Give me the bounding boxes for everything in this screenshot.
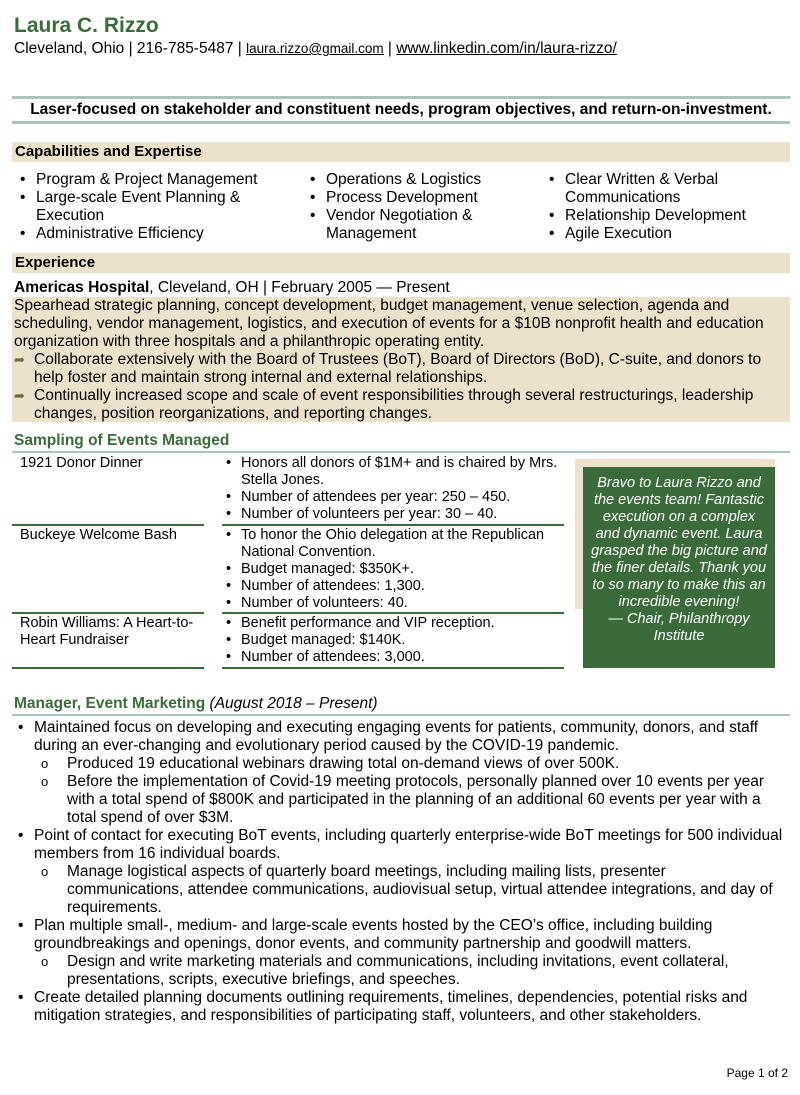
event-divider <box>12 667 204 669</box>
role-sub-bullets <box>34 863 786 917</box>
capability-item: • Agile Execution <box>543 225 768 243</box>
capability-item: • Administrative Efficiency <box>14 225 284 243</box>
capabilities-col-3 <box>543 171 768 243</box>
role-bullet-text: Point of contact for executing BoT events, including quarterly enterprise-wide BoT meetings for 500 individual members from 16 individual boards. <box>34 827 783 862</box>
capabilities-col-1 <box>14 171 284 243</box>
page-number: Page 1 of 2 <box>726 1066 788 1080</box>
role-bullet-text: Maintained focus on developing and executing engaging events for patients, community, donors, and staff during an ever-changing and evolutionary period caused by the COVID-19 pandemic. <box>34 719 759 754</box>
role-bullet-text: Create detailed planning documents outlining requirements, timelines, dependencies, potential risks and mitigation strategies, and responsibilities of participating staff, volunteers, and other stakeholders. <box>34 989 748 1024</box>
event-name: Buckeye Welcome Bash <box>20 527 177 543</box>
role-sub-bullets <box>34 755 786 827</box>
arrow-bullet-icon: ➦ <box>14 352 25 367</box>
tagline-rule-top <box>12 96 790 99</box>
event-name: 1921 Donor Dinner <box>20 455 143 471</box>
experience-highlight <box>14 387 784 423</box>
capability-item: • Relationship Development <box>543 207 768 225</box>
role-sub-bullets <box>34 953 786 989</box>
event-detail: • To honor the Ohio delegation at the Republican National Convention. <box>220 527 560 561</box>
event-divider <box>222 524 564 526</box>
event-divider <box>12 524 204 526</box>
event-detail: • Number of volunteers per year: 30 – 40. <box>220 506 560 523</box>
event-detail: • Number of attendees per year: 250 – 450. <box>220 489 560 506</box>
linkedin-link[interactable]: www.linkedin.com/in/laura-rizzo/ <box>396 40 617 57</box>
capability-item: • Operations & Logistics <box>304 171 524 189</box>
event-detail: • Honors all donors of $1M+ and is chaired by Mrs. Stella Jones. <box>220 455 560 489</box>
employer-details: , Cleveland, OH | February 2005 — Present <box>149 279 450 296</box>
event-detail: • Budget managed: $140K. <box>220 632 560 649</box>
event-name: Robin Williams: A Heart-to-Heart Fundraiser <box>20 615 194 648</box>
contact-separator: | <box>383 40 397 57</box>
event-details <box>220 615 560 666</box>
event-detail: • Number of attendees: 3,000. <box>220 649 560 666</box>
testimonial-attribution: — Chair, Philanthropy Institute <box>608 611 750 644</box>
capabilities-heading: Capabilities and Expertise <box>12 142 790 162</box>
role-bullet <box>14 719 786 827</box>
event-divider <box>222 612 564 614</box>
tagline-rule-bottom <box>12 121 790 124</box>
role-heading <box>14 695 378 713</box>
candidate-name: Laura C. Rizzo <box>14 14 159 37</box>
testimonial-box <box>583 467 775 668</box>
event-details <box>220 455 560 523</box>
role-rule <box>12 714 790 716</box>
contact-line <box>14 40 617 58</box>
email-link[interactable]: laura.rizzo@gmail.com <box>246 41 384 56</box>
role-bullet <box>14 827 786 917</box>
capability-item: • Large-scale Event Planning & Execution <box>14 189 284 225</box>
role-dates: (August 2018 – Present) <box>209 695 378 712</box>
event-detail: • Budget managed: $350K+. <box>220 561 560 578</box>
employer-line <box>14 279 450 297</box>
highlight-text: Collaborate extensively with the Board of Trustees (BoT), Board of Directors (BoD), C-suite, and donors to help foster and maintain strong internal and external relationships. <box>34 351 762 386</box>
capability-item: • Process Development <box>304 189 524 207</box>
role-title: Manager, Event Marketing <box>14 695 206 712</box>
experience-heading: Experience <box>12 253 790 273</box>
experience-summary: Spearhead strategic planning, concept development, budget management, venue selection, agenda and scheduling, vendor management, logistics, and execution of events for a $10B nonprofit health and education organization with three hospitals and a philanthropic operating entity. <box>14 297 764 350</box>
event-detail: • Benefit performance and VIP reception. <box>220 615 560 632</box>
event-detail: • Number of attendees: 1,300. <box>220 578 560 595</box>
capability-item: • Clear Written & Verbal Communications <box>543 171 768 207</box>
employer-name: Americas Hospital <box>14 279 150 296</box>
testimonial-text: Bravo to Laura Rizzo and the events team! Fantastic execution on a complex and dynamic event. Laura grasped the big picture and the finer details. Thank you to so many to make this an incredible evening! <box>591 475 767 610</box>
role-sub-bullet: o Manage logistical aspects of quarterly board meetings, including mailing lists, presenter communications, attendee communications, audiovisual setup, virtual attendee integrations, and day of requirements. <box>34 863 786 917</box>
role-sub-bullet: o Produced 19 educational webinars drawing total on-demand views of over 500K. <box>34 755 786 773</box>
role-bullet <box>14 989 786 1025</box>
role-bullets <box>14 719 786 1025</box>
event-divider <box>12 612 204 614</box>
capabilities-col-2 <box>304 171 524 243</box>
arrow-bullet-icon: ➦ <box>14 388 25 403</box>
event-detail: • Number of volunteers: 40. <box>220 595 560 612</box>
events-rule <box>12 451 790 453</box>
tagline: Laser-focused on stakeholder and constituent needs, program objectives, and return-on-investment. <box>30 101 772 118</box>
event-divider <box>222 667 564 669</box>
capability-item: • Program & Project Management <box>14 171 284 189</box>
event-details <box>220 527 560 612</box>
role-bullet <box>14 917 786 989</box>
capability-item: • Vendor Negotiation & Management <box>304 207 524 243</box>
experience-highlight <box>14 351 784 387</box>
role-bullet-text: Plan multiple small-, medium- and large-scale events hosted by the CEO’s office, including building groundbreakings and openings, donor events, and community partnership and goodwill matters. <box>34 917 713 952</box>
location-phone: Cleveland, Ohio | 216-785-5487 | <box>14 40 247 57</box>
events-heading: Sampling of Events Managed <box>14 432 230 449</box>
highlight-text: Continually increased scope and scale of event responsibilities through several restructurings, leadership changes, position reorganizations, and reporting changes. <box>34 387 754 422</box>
role-sub-bullet: o Design and write marketing materials and communications, including invitations, event collateral, presentations, scripts, executive briefings, and speeches. <box>34 953 786 989</box>
role-sub-bullet: o Before the implementation of Covid-19 meeting protocols, personally planned over 10 events per year with a total spend of $800K and participated in the planning of an additional 60 events per year with a total spend of over $3M. <box>34 773 786 827</box>
